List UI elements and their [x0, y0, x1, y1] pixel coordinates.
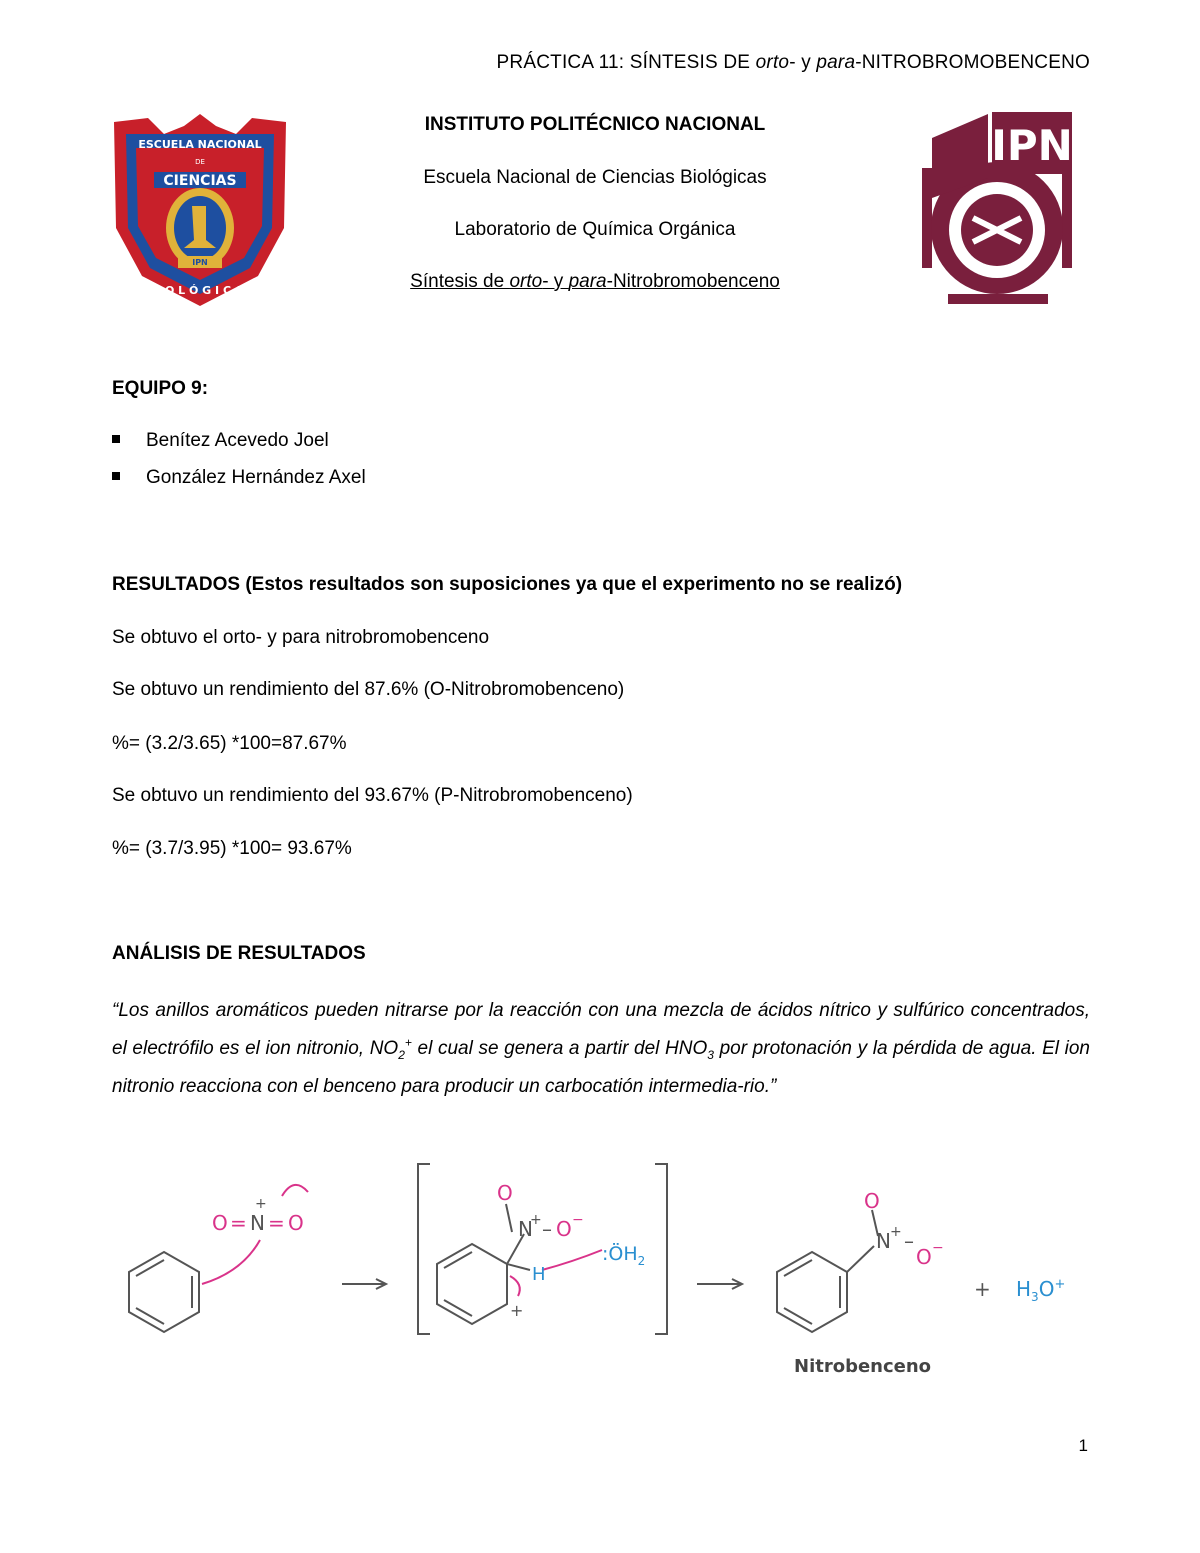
- curved-arrow: [202, 1240, 260, 1284]
- h3o-h: H: [1016, 1277, 1032, 1301]
- product-cn-bond: [847, 1246, 874, 1272]
- school-name: Escuela Nacional de Ciencias Biológicas: [423, 167, 767, 188]
- intermediate-double-bonds: [444, 1252, 472, 1316]
- result-line: %= (3.7/3.95) *100= 93.67%: [112, 838, 352, 859]
- hydronium-label: [1016, 1277, 1065, 1304]
- ipn-logo: [918, 108, 1076, 308]
- curved-arrow: [510, 1276, 520, 1296]
- atom-label: O: [864, 1189, 880, 1213]
- water-label: [602, 1242, 645, 1268]
- charge-label: +: [890, 1224, 902, 1240]
- logo-text-biologicas: B I O L Ó G I C A S: [144, 284, 256, 297]
- encb-logo: [108, 108, 292, 310]
- quote-part: por protonación y la pérdida de agua. El ion nitronio reacciona con el benceno para producir un carbocatión intermedia-rio.”: [112, 1038, 1090, 1097]
- benzene-double-bonds: [136, 1260, 192, 1324]
- atom-label: O: [916, 1245, 932, 1269]
- left-bracket: [418, 1164, 430, 1334]
- bond-label: –: [904, 1229, 914, 1253]
- no-bond: [506, 1204, 512, 1232]
- charge-label: −: [932, 1240, 944, 1256]
- institution-title: INSTITUTO POLITÉCNICO NACIONAL: [424, 114, 766, 135]
- product-label: Nitrobenceno: [794, 1356, 932, 1377]
- result-line: Se obtuvo un rendimiento del 87.6% (O-Nitrobromobenceno): [112, 679, 625, 700]
- atom-label: N: [250, 1211, 265, 1235]
- page-number: 1: [1078, 1436, 1088, 1455]
- intermediate-ring: [437, 1244, 507, 1324]
- quote-sub: 3: [707, 1047, 714, 1062]
- logo-text-ipn: IPN: [192, 258, 208, 267]
- charge-label: +: [255, 1196, 267, 1212]
- logo-text-escuela: ESCUELA NACIONAL: [138, 138, 262, 151]
- synth-para: para: [568, 271, 607, 292]
- atom-label: O: [212, 1211, 228, 1235]
- header-suffix: -NITROBROMOBENCENO: [855, 52, 1090, 73]
- atom-label: O: [556, 1217, 572, 1241]
- quote-part: el cual se genera a partir del HNO: [411, 1038, 708, 1059]
- benzene-ring: [129, 1252, 199, 1332]
- atom-label: O: [288, 1211, 304, 1235]
- header-para: para: [816, 52, 856, 73]
- quote-sup: +: [404, 1035, 412, 1050]
- header-mid: - y: [789, 52, 817, 73]
- team-member: [112, 467, 366, 489]
- team-member: [112, 430, 329, 452]
- charge-label: +: [530, 1212, 542, 1228]
- atom-label: O: [497, 1181, 513, 1205]
- header-orto: orto: [755, 52, 790, 73]
- nitration-mechanism-diagram: [112, 1152, 1092, 1392]
- member-name: Benítez Acevedo Joel: [146, 430, 329, 451]
- result-line: Se obtuvo el orto- y para nitrobromobenceno: [112, 627, 490, 648]
- analysis-heading: ANÁLISIS DE RESULTADOS: [112, 943, 366, 964]
- quote-sub: 2: [398, 1047, 405, 1062]
- logo-text-ciencias: CIENCIAS: [163, 173, 237, 189]
- bullet-icon: [112, 472, 120, 480]
- double-bond-label: =: [230, 1211, 247, 1235]
- synth-prefix: Síntesis de: [410, 271, 510, 292]
- logo-text-de: DE: [195, 158, 205, 166]
- gear-tooth-bottom: [948, 294, 1048, 304]
- h3o-o: O: [1038, 1277, 1055, 1301]
- charge-label: −: [572, 1212, 584, 1228]
- atom-label: N: [518, 1217, 533, 1241]
- product-double-bonds: [784, 1260, 840, 1324]
- synth-suffix: -Nitrobromobenceno: [606, 271, 780, 292]
- synth-mid: - y: [542, 271, 569, 292]
- synthesis-title: [300, 271, 890, 293]
- curved-arrow: [542, 1250, 602, 1270]
- plus-sign: +: [974, 1277, 991, 1301]
- quote-part: “Los anillos aromáticos pueden nitrarse por la reacción con una mezcla de ácidos nítrico y sulfúrico concentrados, el electrófilo es el ion nitronio, NO: [112, 1000, 1090, 1059]
- h3o-sub: 3: [1031, 1290, 1039, 1304]
- results-heading: RESULTADOS (Estos resultados son suposiciones ya que el experimento no se realizó): [112, 574, 903, 595]
- bullet-icon: [112, 435, 120, 443]
- analysis-quote: [112, 992, 1090, 1106]
- double-bond-label: =: [268, 1211, 285, 1235]
- lab-name: Laboratorio de Química Orgánica: [454, 219, 736, 240]
- water-sub: 2: [637, 1254, 646, 1268]
- atom-label: H: [532, 1264, 546, 1285]
- water-text: :ÖH: [602, 1243, 638, 1265]
- team-heading: EQUIPO 9:: [112, 378, 209, 399]
- h3o-charge: +: [1054, 1277, 1066, 1292]
- result-line: %= (3.2/3.65) *100=87.67%: [112, 733, 347, 754]
- running-header: [497, 52, 1090, 74]
- curved-arrow: [282, 1185, 308, 1196]
- ipn-logo-text: IPN: [991, 121, 1073, 170]
- header-prefix: PRÁCTICA 11: SÍNTESIS DE: [496, 52, 756, 73]
- product-ring: [777, 1252, 847, 1332]
- gear-tooth-right: [1062, 168, 1072, 268]
- atom-label: N: [876, 1229, 891, 1253]
- result-line: Se obtuvo un rendimiento del 93.67% (P-Nitrobromobenceno): [112, 785, 633, 806]
- bond-label: –: [542, 1217, 552, 1241]
- gear-tooth-left: [922, 168, 932, 268]
- charge-label: +: [510, 1301, 524, 1320]
- right-bracket: [655, 1164, 667, 1334]
- member-name: González Hernández Axel: [146, 467, 366, 488]
- synth-orto: orto: [509, 271, 543, 292]
